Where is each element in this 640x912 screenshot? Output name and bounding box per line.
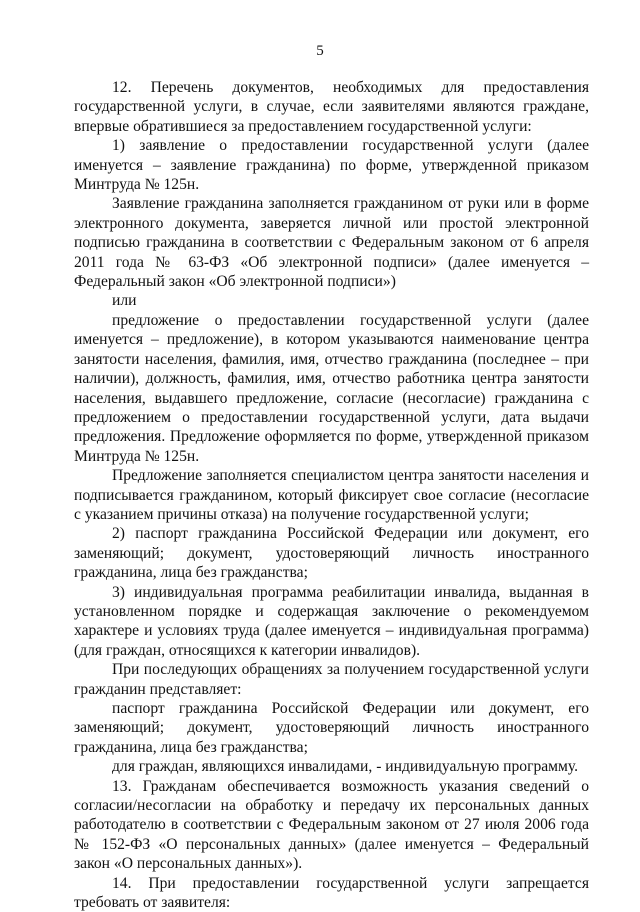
paragraph-item-2: 2) паспорт гражданина Российской Федерации или документ, его заменяющий; документ, удостоверяющий личность иностранного гражданина, лица без гражданства;: [74, 525, 589, 582]
paragraph-proposal-fill: Предложение заполняется специалистом центра занятости населения и подписывается гражданином, который фиксирует свое согласие (несогласие с указанием причины отказа) на получение государственной услуги;: [74, 467, 589, 523]
paragraph-item-1: 1) заявление о предоставлении государственной услуги (далее именуется – заявление гражданина) по форме, утвержденной приказом Минтруда № 125н.: [74, 137, 589, 194]
paragraph-application-fill: Заявление гражданина заполняется гражданином от руки или в форме электронного документа, заверяется личной или простой электронной подписью гражданина в соответствии с Федеральным законом от 6 апреля 2011 года № 63-ФЗ «Об электронной подписи» (далее именуется – Федеральный закон «Об электронной подписи»): [74, 195, 589, 291]
document-body: [74, 78, 589, 912]
paragraph-item-3: 3) индивидуальная программа реабилитации инвалида, выданная в установленном порядке и содержащая заключение о рекомендуемом характере и условиях труда (далее именуется – индивидуальная программа) (для граждан, относящихся к категории инвалидов).: [74, 583, 589, 659]
paragraph-subsequent: При последующих обращениях за получением государственной услуги гражданин представляет:: [74, 661, 589, 698]
paragraph-or: или: [112, 292, 137, 310]
paragraph-disabled: для граждан, являющихся инвалидами, - индивидуальную программу.: [112, 758, 579, 776]
paragraph-passport: паспорт гражданина Российской Федерации или документ, его заменяющий; документ, удостоверяющий личность иностранного гражданина, лица без гражданства;: [74, 700, 589, 756]
paragraph-13: 13. Гражданам обеспечивается возможность указания сведений о согласии/несогласии на обработку и передачу их персональных данных работодателю в соответствии с Федеральным законом от 27 июля 2006 года № 152-ФЗ «О персональных данных» (далее именуется – Федеральный закон «О персональных данных»).: [74, 777, 589, 873]
paragraph-14: 14. При предоставлении государственной услуги запрещается требовать от заявителя:: [74, 874, 589, 912]
page-number: 5: [316, 43, 324, 59]
paragraph-12-heading: 12. Перечень документов, необходимых для предоставления государственной услуги, в случае, если заявителями являются граждане, впервые обратившиеся за предоставлением государственной услуги:: [74, 79, 589, 135]
paragraph-proposal: предложение о предоставлении государственной услуги (далее именуется – предложение), в котором указываются наименование центра занятости населения, фамилия, имя, отчество гражданина (последнее – при наличии), должность, фамилия, имя, отчество работника центра занятости населения, выдавшего предложение, согласие (несогласие) гражданина с предложением о предоставлении государственной услуги, дата выдачи предложения. Предложение оформляется по форме, утвержденной приказом Минтруда № 125н.: [74, 311, 589, 465]
